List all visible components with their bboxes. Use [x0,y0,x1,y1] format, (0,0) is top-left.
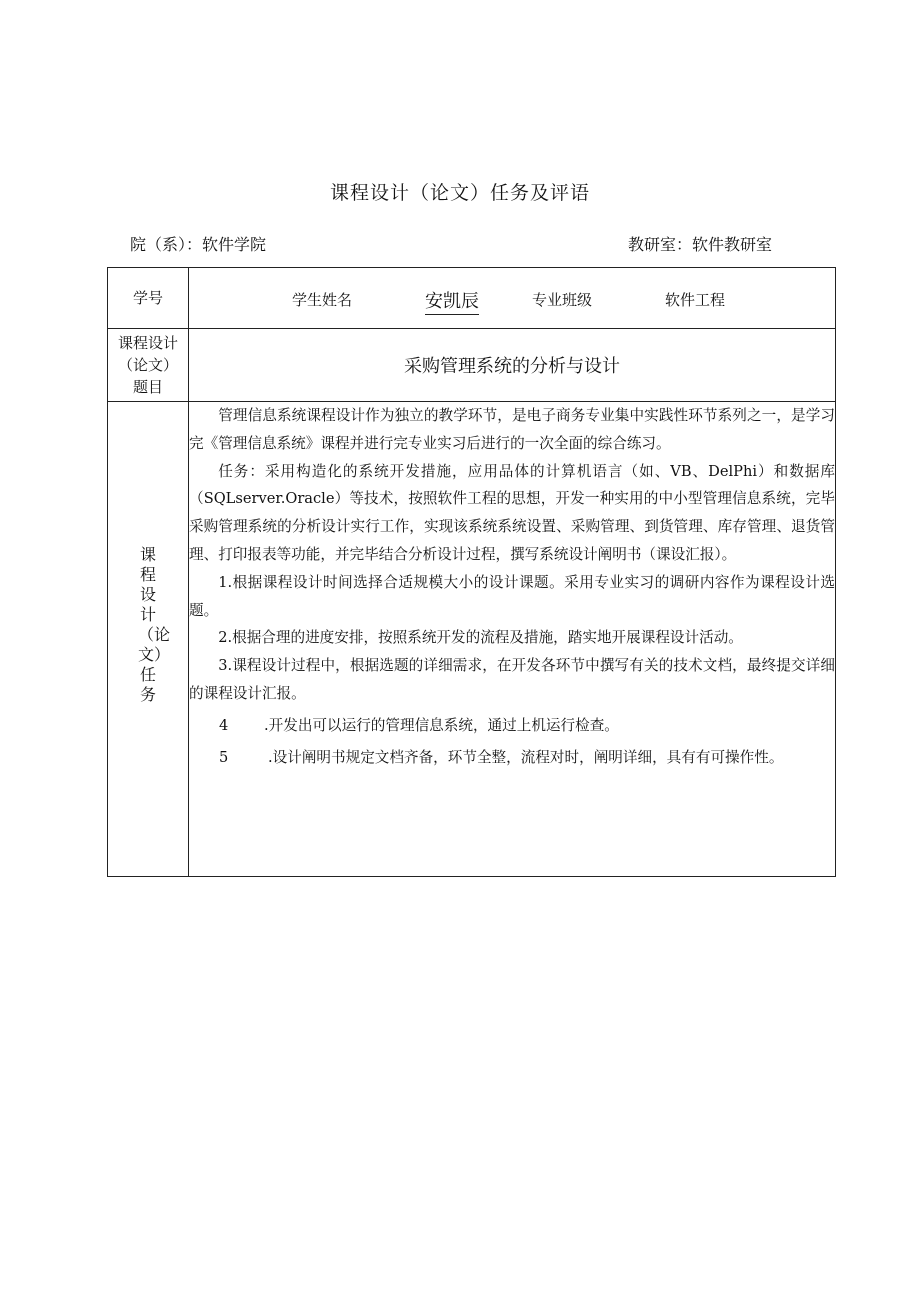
task-item-number: 4 [219,716,229,734]
major-class-value: 软件工程 [665,291,726,309]
task-item-text: .设计阐明书规定文档齐备，环节全整，流程对时，阐明详细，具有有可操作性。 [268,748,784,766]
task-form-table [107,267,836,877]
task-label: 课程设计（论文）任务 [138,545,171,704]
student-info-cell [189,268,836,329]
task-paragraph: 管理信息系统课程设计作为独立的教学环节，是电子商务专业集中实践性环节系列之一，是学习完《管理信息系统》课程并进行完专业实习后进行的一次全面的综合练习。 [189,407,835,452]
task-row [108,402,836,877]
task-paragraph: 3.课程设计过程中，根据选题的详细需求，在开发各环节中撰写有关的技术文档，最终提交详细的课程设计汇报。 [189,657,835,702]
task-paragraph: 2.根据合理的进度安排，按照系统开发的流程及措施，踏实地开展课程设计活动。 [218,629,743,647]
task-item-number: 5 [219,748,229,766]
topic-value: 采购管理系统的分析与设计 [189,329,836,402]
task-paragraph: 1.根据课程设计时间选择合适规模大小的设计课题。采用专业实习的调研内容作为课程设计选题。 [189,573,835,619]
topic-row [108,329,836,402]
department-label: 院（系）：软件学院 [130,235,267,254]
student-id-label: 学号 [108,268,189,329]
major-class-label: 专业班级 [532,291,593,309]
office-label: 教研室：软件教研室 [628,235,773,254]
task-item-5 [189,744,835,772]
task-item-text: .开发出可以运行的管理信息系统，通过上机运行检查。 [264,716,619,734]
document-title: 课程设计（论文）任务及评语 [329,182,590,204]
student-name-value: 安凯辰 [425,287,479,315]
student-name-label: 学生姓名 [292,291,353,309]
task-label-cell [108,402,189,877]
topic-label: 课程设计（论文）题目 [108,329,189,402]
student-info-row [108,268,836,329]
task-item-4 [189,712,835,740]
task-paragraph: 任务：采用构造化的系统开发措施，应用品体的计算机语言（如、VB、DelPhi）和数据库（SQLserver.Oracle）等技术，按照软件工程的思想，开发一种实用的中小型管理信息系统，完毕采购管理系统的分析设计实行工作，实现该系统系统设置、采购管理、到货管理、库存管理、退货管理、打印报表等功能，并完毕结合分析设计过程，撰写系统设计阐明书（课设汇报）。 [189,462,835,563]
task-content [189,402,836,877]
